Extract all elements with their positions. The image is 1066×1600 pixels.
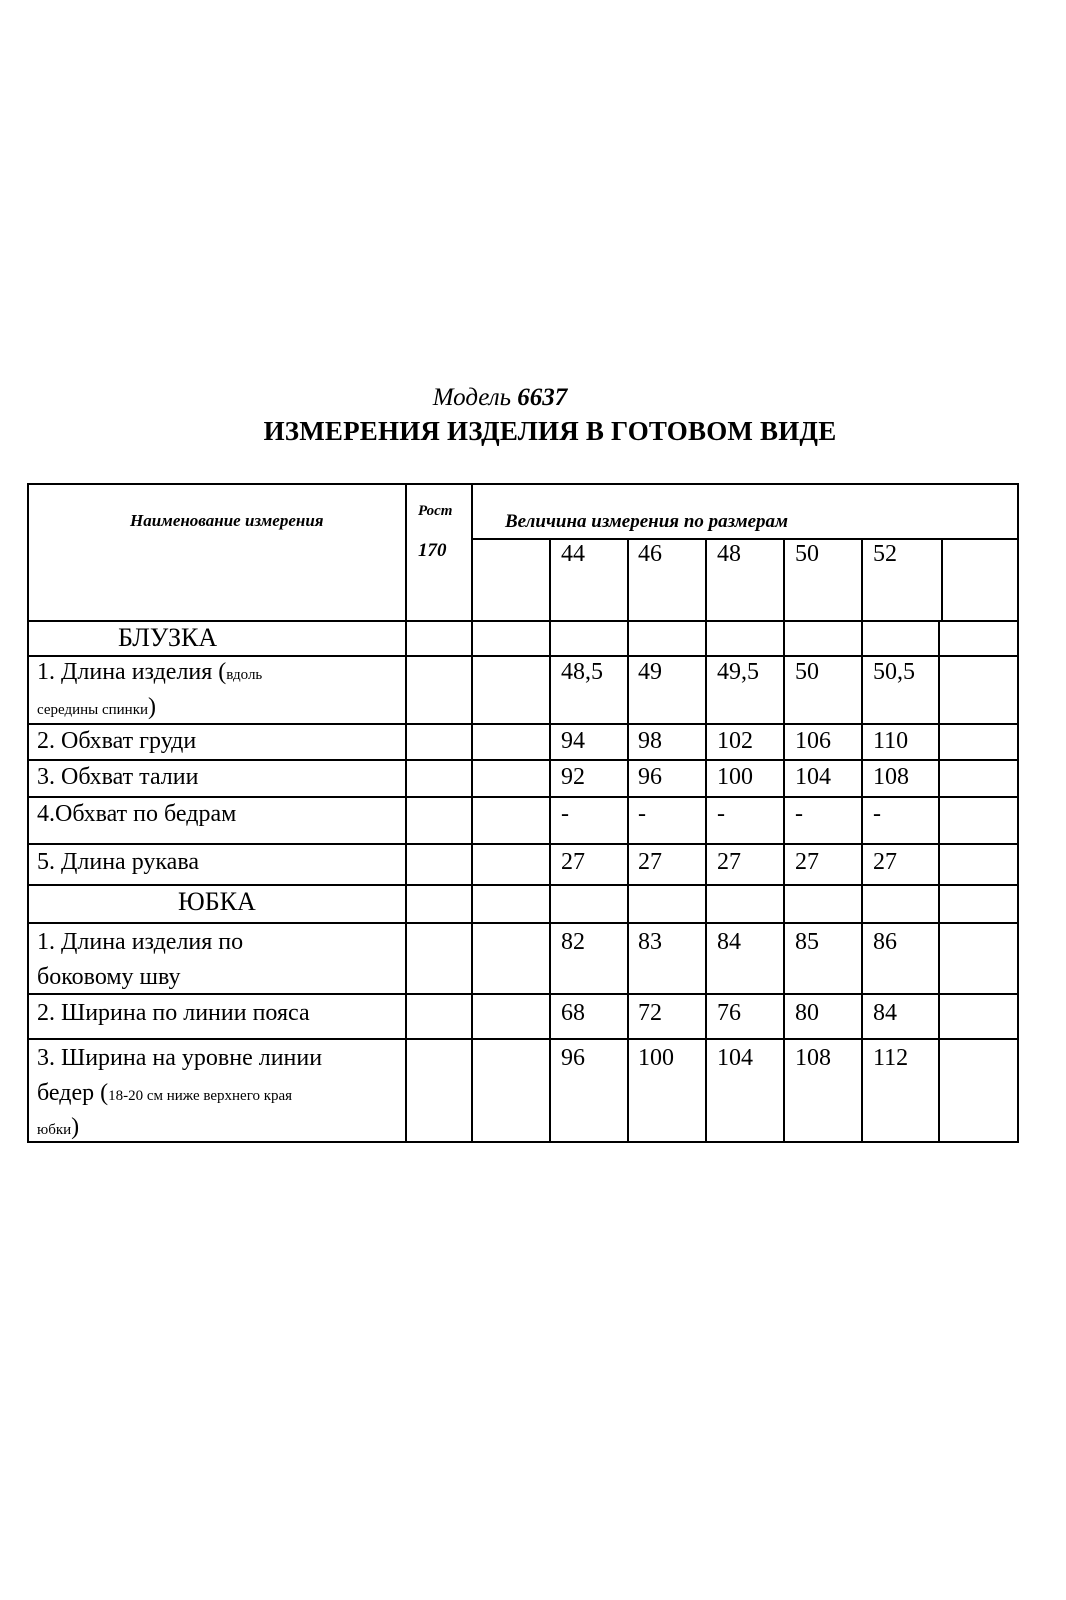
table-cell: 83: [638, 929, 662, 955]
table-cell: 98: [638, 728, 662, 754]
table-cell: 84: [873, 1000, 897, 1026]
table-cell: 76: [717, 1000, 741, 1026]
row-label-cont: боковому шву: [37, 964, 181, 990]
model-label: Модель: [432, 384, 512, 411]
size-50: 50: [795, 541, 819, 567]
table-cell: -: [638, 801, 646, 827]
table-cell: 49,5: [717, 659, 759, 685]
table-cell: -: [717, 801, 725, 827]
table-cell: 106: [795, 728, 831, 754]
table-cell: 108: [873, 764, 909, 790]
size-48: 48: [717, 541, 741, 567]
table-cell: 27: [873, 849, 897, 875]
table-cell: 27: [717, 849, 741, 875]
size-52: 52: [873, 541, 897, 567]
model-number: 6637: [517, 384, 568, 411]
table-cell: -: [873, 801, 881, 827]
table-cell: 112: [873, 1045, 909, 1071]
section-title-blouse: БЛУЗКА: [118, 623, 218, 652]
table-cell: 102: [717, 728, 753, 754]
table-cell: 86: [873, 929, 897, 955]
table-cell: 96: [561, 1045, 585, 1071]
header-height-label: Рост: [418, 503, 453, 519]
table-cell: 50,5: [873, 659, 915, 685]
table-cell: 104: [717, 1045, 753, 1071]
table-cell: 108: [795, 1045, 831, 1071]
table-cell: 100: [638, 1045, 674, 1071]
row-label: 1. Длина изделия (вдоль: [37, 659, 263, 685]
table-cell: 84: [717, 929, 741, 955]
table-cell: 68: [561, 1000, 585, 1026]
row-label-cont: юбки): [37, 1114, 80, 1140]
table-cell: 94: [561, 728, 585, 754]
table-cell: 100: [717, 764, 753, 790]
table-cell: -: [561, 801, 569, 827]
row-label-cont: середины спинки): [37, 694, 157, 720]
header-sizes-caption: Величина измерения по размерам: [505, 511, 789, 532]
row-label: 4.Обхват по бедрам: [37, 801, 237, 827]
row-label: 3. Ширина на уровне линии: [37, 1045, 323, 1071]
row-label: 3. Обхват талии: [37, 764, 199, 790]
table-cell: -: [795, 801, 803, 827]
table-cell: 82: [561, 929, 585, 955]
size-44: 44: [561, 541, 585, 567]
table-cell: 104: [795, 764, 831, 790]
row-label: 2. Обхват груди: [37, 728, 197, 754]
row-label: 2. Ширина по линии пояса: [37, 1000, 310, 1026]
table-cell: 92: [561, 764, 585, 790]
size-46: 46: [638, 541, 662, 567]
table-cell: 85: [795, 929, 819, 955]
page-title: ИЗМЕРЕНИЯ ИЗДЕЛИЯ В ГОТОВОМ ВИДЕ: [263, 416, 837, 446]
table-cell: 96: [638, 764, 662, 790]
header-height-value: 170: [418, 540, 447, 561]
table-cell: 48,5: [561, 659, 603, 685]
table-cell: 49: [638, 659, 662, 685]
table-cell: 80: [795, 1000, 819, 1026]
row-label: 5. Длина рукава: [37, 849, 199, 875]
table-cell: 27: [795, 849, 819, 875]
header-name-column: Наименование измерения: [130, 511, 324, 530]
section-title-skirt: ЮБКА: [178, 887, 256, 916]
table-cell: 50: [795, 659, 819, 685]
table-cell: 27: [561, 849, 585, 875]
row-label-cont: бедер (18-20 см ниже верхнего края: [37, 1080, 293, 1106]
table-cell: 72: [638, 1000, 662, 1026]
table-cell: 110: [873, 728, 909, 754]
table-cell: 27: [638, 849, 662, 875]
row-label: 1. Длина изделия по: [37, 929, 244, 955]
